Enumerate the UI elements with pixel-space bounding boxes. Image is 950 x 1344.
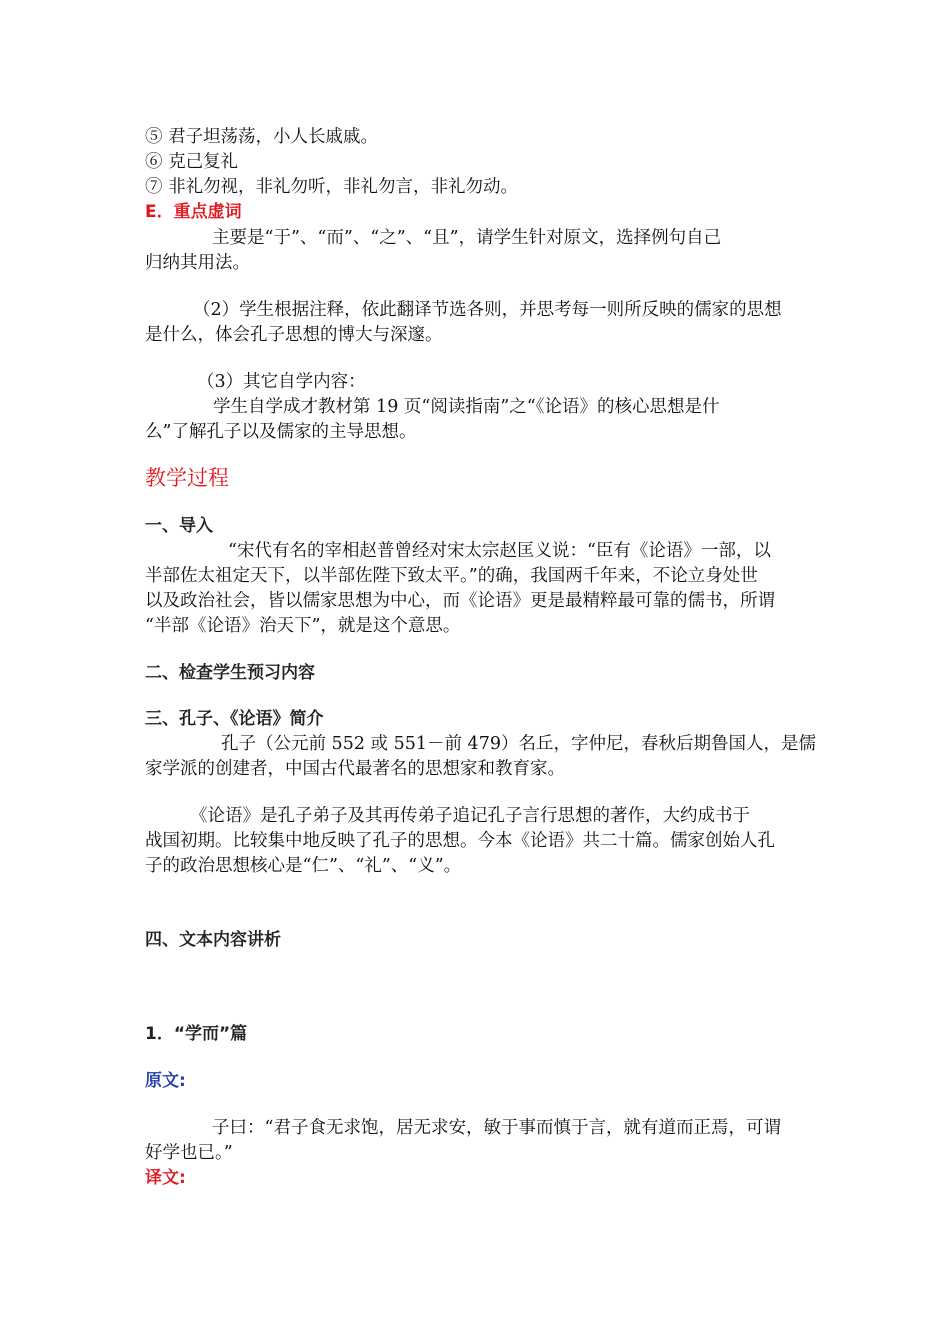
paragraph-line: 战国初期。比较集中地反映了孔子的思想。今本《论语》共二十篇。儒家创始人孔 (145, 831, 775, 851)
paragraph-line: “半部《论语》治天下”，就是这个意思。 (145, 616, 461, 636)
translation-label: 译文: (145, 1168, 186, 1188)
paragraph-line: 主要是“于”、“而”、“之”、“且”，请学生针对原文，选择例句自己 (212, 228, 722, 248)
paragraph-line: 子曰：“君子食无求饱，居无求安，敏于事而慎于言，就有道而正焉，可谓 (212, 1118, 781, 1138)
paragraph-line: 子的政治思想核心是“仁”、“礼”、“义”。 (145, 856, 462, 876)
paragraph-line: 家学派的创建者，中国古代最著名的思想家和教育家。 (145, 759, 565, 779)
paragraph-line: 是什么，体会孔子思想的博大与深邃。 (145, 325, 443, 345)
paragraph-line: 半部佐太祖定天下，以半部佐陛下致太平。”的确，我国两千年来，不论立身处世 (145, 566, 758, 586)
original-text-label: 原文: (145, 1071, 186, 1091)
teaching-process-heading: 教学过程 (145, 466, 229, 490)
list-item: ⑦ 非礼勿视，非礼勿听，非礼勿言，非礼勿动。 (145, 177, 519, 197)
section-e-heading: E．重点虚词 (145, 202, 242, 222)
paragraph-line: “宋代有名的宰相赵普曾经对宋太宗赵匡义说：“臣有《论语》一部，以 (228, 541, 771, 561)
list-item: ⑤ 君子坦荡荡，小人长戚戚。 (145, 127, 379, 147)
check-heading: 二、检查学生预习内容 (145, 663, 315, 683)
paragraph-line: 么”了解孔子以及儒家的主导思想。 (145, 422, 417, 442)
list-item: ⑥ 克己复礼 (145, 152, 239, 172)
paragraph-line: 归纳其用法。 (145, 253, 250, 273)
analysis-heading: 四、文本内容讲析 (145, 930, 281, 950)
paragraph-line: 学生自学成才教材第 19 页“阅读指南”之“《论语》的核心思想是什 (213, 397, 720, 417)
paragraph-line: 孔子（公元前 552 或 551－前 479）名丘，字仲尼，春秋后期鲁国人，是儒 (221, 734, 816, 754)
paragraph-line: 《论语》是孔子弟子及其再传弟子追记孔子言行思想的著作，大约成书于 (190, 806, 750, 826)
xueer-heading: 1．“学而”篇 (145, 1024, 248, 1044)
paragraph-line: 以及政治社会，皆以儒家思想为中心，而《论语》更是最精粹最可靠的儒书，所谓 (145, 591, 775, 611)
paragraph-line: 好学也已。” (145, 1143, 233, 1163)
paragraph-line: （3）其它自学内容： (197, 372, 366, 392)
confucius-heading: 三、孔子、《论语》简介 (145, 709, 324, 729)
paragraph-line: （2）学生根据注释，依此翻译节选各则，并思考每一则所反映的儒家的思想 (193, 300, 782, 320)
intro-heading: 一、导入 (145, 516, 213, 536)
